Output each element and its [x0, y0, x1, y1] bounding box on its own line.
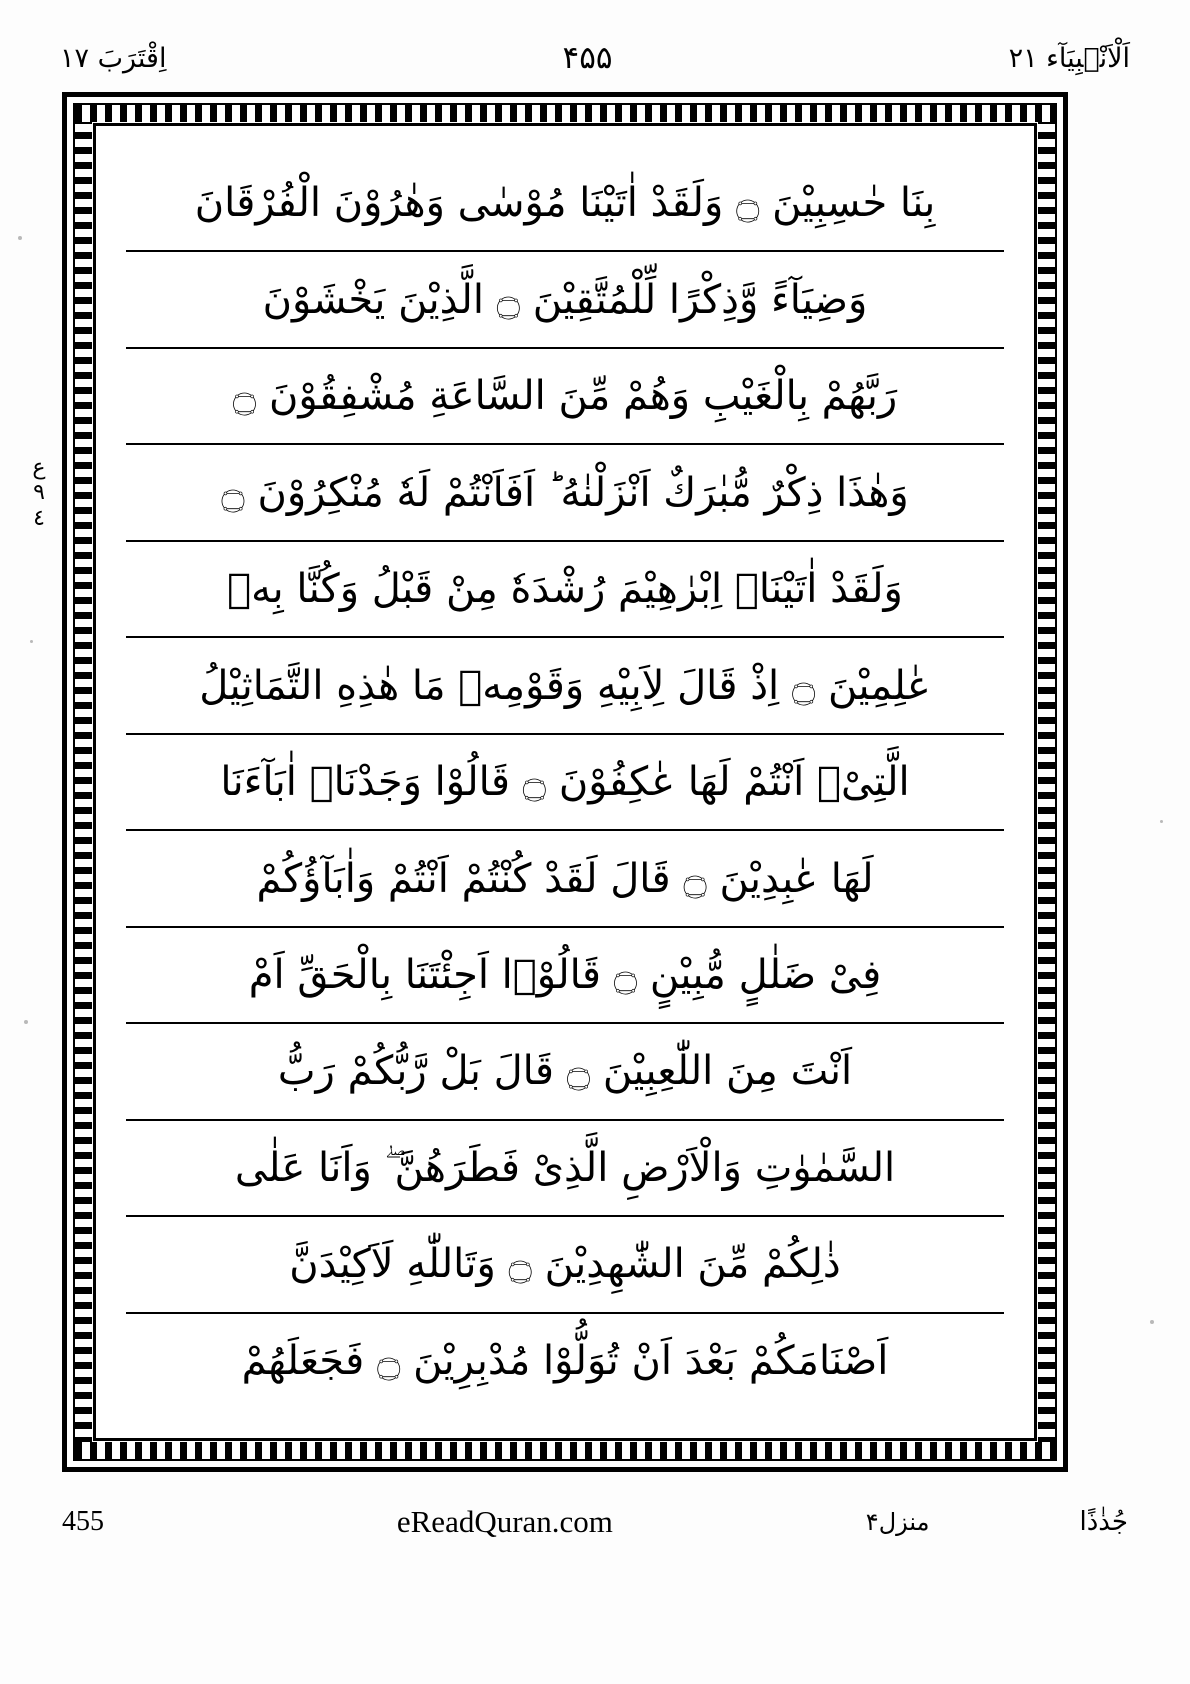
- scan-speck: [24, 1020, 28, 1024]
- ayah-line-text: ذٰلِكُمْ مِّنَ الشّٰهِدِیْنَ ۝ وَتَاللّٰهِ لَاَكِیْدَنَّ: [289, 1241, 841, 1288]
- scan-speck: [1150, 1320, 1154, 1324]
- ayah-line-text: اَنْتَ مِنَ اللّٰعِبِیْنَ ۝ قَالَ بَلْ رَّبُّكُمْ رَبُّ: [277, 1048, 853, 1095]
- ayah-line-text: رَبَّهُمْ بِالْغَیْبِ وَهُمْ مِّنَ السَّاعَةِ مُشْفِقُوْنَ ۝: [232, 373, 898, 420]
- ayah-line-text: اَصْنَامَكُمْ بَعْدَ اَنْ تُوَلُّوْا مُدْبِرِیْنَ ۝ فَجَعَلَهُمْ: [241, 1337, 889, 1384]
- scan-speck: [18, 236, 22, 240]
- ayah-line-text: عٰلِمِیْنَ ۝ اِذْ قَالَ لِاَبِیْهِ وَقَوْمِهٖ مَا هٰذِهِ التَّمَاثِیْلُ: [199, 662, 931, 709]
- ayah-line-text: وَلَقَدْ اٰتَیْنَاۤ اِبْرٰهِیْمَ رُشْدَهٗ مِنْ قَبْلُ وَكُنَّا بِهٖ: [227, 566, 903, 613]
- header-surah-label: اَلْاَنْۢبِیَآء ٢١: [1008, 42, 1130, 74]
- footer-page-number: 455: [62, 1506, 104, 1537]
- ayah-line: [126, 252, 1004, 348]
- ayah-line: [126, 156, 1004, 252]
- ayah-line: [126, 1314, 1004, 1408]
- ayah-lines-container: [126, 156, 1004, 1408]
- page-header: [60, 34, 1130, 84]
- ayah-line-text: السَّمٰوٰتِ وَالْاَرْضِ الَّذِیْ فَطَرَهُنَّ ۖ وَاَنَا عَلٰی: [234, 1144, 896, 1191]
- page-border-outer: [62, 92, 1068, 1472]
- ayah-line-text: بِنَا حٰسِبِیْنَ ۝ وَلَقَدْ اٰتَیْنَا مُوْسٰی وَهٰرُوْنَ الْفُرْقَانَ: [194, 180, 936, 227]
- ruku-marker: [22, 455, 56, 531]
- ayah-line: [126, 638, 1004, 734]
- page-border-inner: [93, 123, 1037, 1441]
- ayah-line-text: وَضِیَآءً وَّذِكْرًا لِّلْمُتَّقِیْنَ ۝ الَّذِیْنَ یَخْشَوْنَ: [262, 276, 868, 323]
- header-page-number-arabic: ۴۵۵: [562, 40, 613, 77]
- ayah-line: [126, 1024, 1004, 1120]
- scan-speck: [1160, 820, 1163, 823]
- ayah-line-text: وَهٰذَا ذِكْرٌ مُّبٰرَكٌ اَنْزَلْنٰهُ ؕ اَفَاَنْتُمْ لَهٗ مُنْكِرُوْنَ ۝: [221, 469, 909, 516]
- scan-speck: [30, 640, 33, 643]
- ayah-line: [126, 349, 1004, 445]
- page-footer: [62, 1492, 1128, 1552]
- ayah-line: [126, 928, 1004, 1024]
- header-juz-label: اِقْتَرَبَ ١٧: [60, 42, 167, 74]
- ayah-line: [126, 445, 1004, 541]
- ayah-line-text: الَّتِیْۤ اَنْتُمْ لَهَا عٰكِفُوْنَ ۝ قَالُوْا وَجَدْنَاۤ اٰبَآءَنَا: [220, 759, 910, 806]
- footer-manzil-label: منزل۴: [865, 1508, 930, 1536]
- ayah-line: [126, 542, 1004, 638]
- ayah-line: [126, 1121, 1004, 1217]
- ayah-line-text: فِیْ ضَلٰلٍ مُّبِیْنٍ ۝ قَالُوْۤا اَجِئْتَنَا بِالْحَقِّ اَمْ: [248, 951, 882, 998]
- ruku-marker-num2: ٤: [33, 505, 45, 531]
- ruku-marker-ain: ع: [32, 455, 46, 480]
- ayah-line: [126, 735, 1004, 831]
- ayah-line-text: لَهَا عٰبِدِیْنَ ۝ قَالَ لَقَدْ كُنْتُمْ اَنْتُمْ وَاٰبَآؤُكُمْ: [256, 855, 874, 902]
- footer-continuation-word: جُذٰذًا: [1079, 1507, 1128, 1537]
- ayah-line: [126, 831, 1004, 927]
- site-brand: eReadQuran.com: [396, 1504, 613, 1539]
- ayah-line: [126, 1217, 1004, 1313]
- ruku-marker-num1: ٩: [33, 480, 45, 506]
